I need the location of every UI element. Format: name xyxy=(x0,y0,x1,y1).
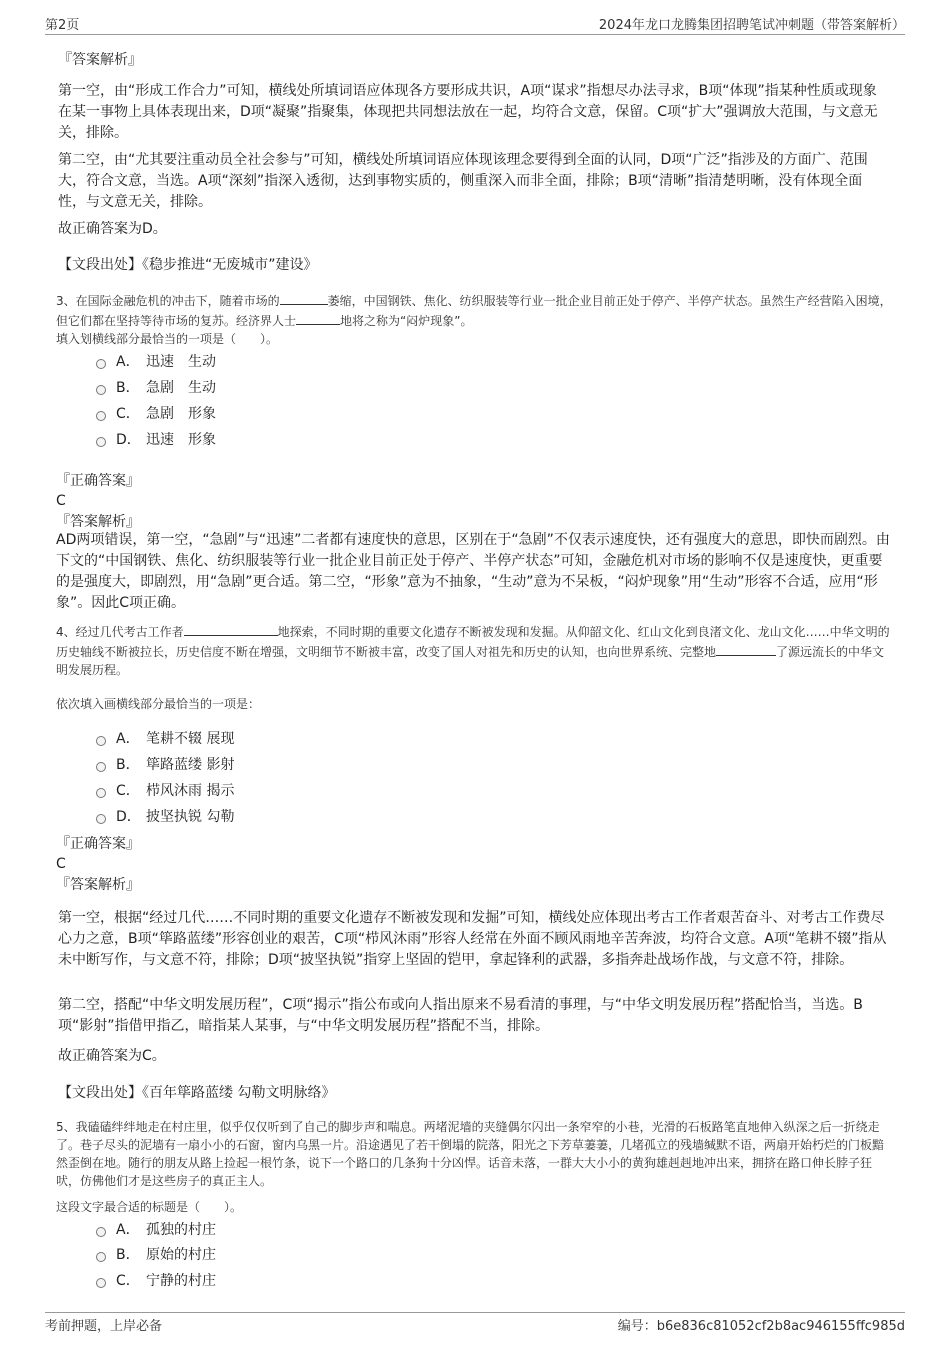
fill-blank xyxy=(184,621,278,636)
page-header xyxy=(45,14,905,35)
page-number: 第2页 xyxy=(45,18,80,33)
option-d[interactable]: D． 迅速 形象 xyxy=(96,430,216,450)
analysis-paragraph: 第一空，根据“经过几代……不同时期的重要文化遗存不断被发现和发掘”可知，横线处应体现出考古工作者艰苦奋斗、对考古工作费尽心力之意，B项“筚路蓝缕”形容创业的艰苦，C项“栉风沐雨”形容人经常在外面不顾风雨地辛苦奔波，均符合文意。A项“笔耕不辍”指从未中断写作，与文意不符，排除；D项“披坚执锐”指穿上坚固的铠甲，拿起锋利的武器，多指奔赴战场作战，与文意不符，排除。 xyxy=(58,910,887,968)
option-b[interactable]: B． 急剧 生动 xyxy=(96,378,216,398)
option-c[interactable]: C． 栉风沐雨 揭示 xyxy=(96,781,234,801)
question-prompt: 这段文字最合适的标题是（ ）。 xyxy=(56,1200,243,1214)
radio-button[interactable] xyxy=(96,1278,106,1288)
fill-blank xyxy=(280,290,328,305)
radio-button[interactable] xyxy=(96,359,106,369)
page-footer xyxy=(45,1312,905,1335)
conclusion: 故正确答案为C。 xyxy=(58,1048,166,1064)
fill-blank xyxy=(716,641,776,656)
source-citation: 【文段出处】《百年筚路蓝缕 勾勒文明脉络》 xyxy=(58,1085,336,1101)
source-citation: 【文段出处】《稳步推进“无废城市”建设》 xyxy=(58,257,318,273)
option-c[interactable]: C． 宁静的村庄 xyxy=(96,1271,216,1291)
radio-button[interactable] xyxy=(96,788,106,798)
analysis-label: 『答案解析』 xyxy=(56,877,140,893)
correct-answer-label: 『正确答案』 xyxy=(56,473,140,489)
question-prompt: 依次填入画横线部分最恰当的一项是： xyxy=(56,697,261,711)
analysis-paragraph: 第二空，由“尤其要注重动员全社会参与”可知，横线处所填词语应体现该理念要得到全面的认同，D项“广泛”指涉及的方面广、范围大，符合文意，当选。A项“深刻”指深入透彻，达到事物实质的，侧重深入而非全面，排除；B项“清晰”指清楚明晰，没有体现全面性，与文意无关，排除。 xyxy=(58,152,868,210)
analysis-paragraph: 第二空，搭配“中华文明发展历程”，C项“揭示”指公布或向人指出原来不易看清的事理，与“中华文明发展历程”搭配恰当，当选。B项“影射”指借甲指乙，暗指某人某事，与“中华文明发展历程”搭配不当，排除。 xyxy=(58,997,863,1034)
document-id: 编号：b6e836c81052cf2b8ac946155ffc985d xyxy=(617,1319,905,1334)
option-b[interactable]: B． 原始的村庄 xyxy=(96,1245,216,1265)
option-a[interactable]: A． 孤独的村庄 xyxy=(96,1220,216,1240)
question-stem: 4、经过几代考古工作者 地探索，不同时期的重要文化遗存不断被发现和发掘。从仰韶文化、红山文化到良渚文化、龙山文化……中华文明的历史轴线不断被拉长，历史信度不断在增强，文明细节不断被丰富，改变了国人对祖先和历史的认知，也向世界系统、完整地 了源远流长的中华文明发展历程。 xyxy=(56,621,892,679)
radio-button[interactable] xyxy=(96,437,106,447)
radio-button[interactable] xyxy=(96,1227,106,1237)
radio-button[interactable] xyxy=(96,762,106,772)
question-stem: 3、在国际金融危机的冲击下，随着市场的 萎缩，中国钢铁、焦化、纺织服装等行业一批企业目前正处于停产、半停产状态。虽然生产经营陷入困境，但它们都在坚持等待市场的复苏。经济界人士 地将之称为“闷炉现象”。 xyxy=(56,290,892,330)
analysis-paragraph: AD两项错误，第一空，“急剧”与“迅速”二者都有速度快的意思，区别在于“急剧”不仅表示速度快，还有强度大的意思，即快而剧烈。由下文的“中国钢铁、焦化、纺织服装等行业一批企业目前正处于停产、半停产状态”可知，金融危机对市场的影响不仅是速度快，更重要的是强度大，即剧烈，用“急剧”更合适。第二空，“形象”意为不抽象，“生动”意为不呆板，“闷炉现象”用“生动”形容不合适，应用“形象”。因此C项正确。 xyxy=(56,532,890,611)
fill-blank xyxy=(296,310,340,325)
radio-button[interactable] xyxy=(96,385,106,395)
option-d[interactable]: D． 披坚执锐 勾勒 xyxy=(96,807,234,827)
correct-answer: C xyxy=(56,856,66,872)
question-stem: 5、我磕磕绊绊地走在村庄里，似乎仅仅听到了自己的脚步声和喘息。两堵泥墙的夹缝偶尔闪出一条窄窄的小巷，光滑的石板路笔直地伸入纵深之后一折绕走了。巷子尽头的泥墙有一扇小小的石窗，窗内乌黑一片。沿途遇见了若干倒塌的院落，阳光之下芳草萋萋，几堵孤立的残墙缄默不语，两扇开始朽烂的门板黯然歪倒在地。随行的朋友从路上捡起一根竹条，说下一个路口的几条狗十分凶悍。话音未落，一群大大小小的黄狗雄赳赳地冲出来，拥挤在路口伸长脖子狂吠，仿佛他们才是这些房子的真正主人。 xyxy=(56,1120,885,1188)
option-a[interactable]: A． 迅速 生动 xyxy=(96,352,216,372)
footer-slogan: 考前押题，上岸必备 xyxy=(45,1319,163,1334)
correct-answer: C xyxy=(56,493,66,509)
analysis-label: 『答案解析』 xyxy=(58,52,142,68)
option-b[interactable]: B． 筚路蓝缕 影射 xyxy=(96,755,234,775)
option-a[interactable]: A． 笔耕不辍 展现 xyxy=(96,729,234,749)
option-c[interactable]: C． 急剧 形象 xyxy=(96,404,216,424)
radio-button[interactable] xyxy=(96,411,106,421)
conclusion: 故正确答案为D。 xyxy=(58,221,167,237)
radio-button[interactable] xyxy=(96,814,106,824)
radio-button[interactable] xyxy=(96,1252,106,1262)
radio-button[interactable] xyxy=(96,736,106,746)
analysis-label: 『答案解析』 xyxy=(56,514,140,530)
question-prompt: 填入划横线部分最恰当的一项是（ ）。 xyxy=(56,332,279,346)
correct-answer-label: 『正确答案』 xyxy=(56,836,140,852)
document-title: 2024年龙口龙腾集团招聘笔试冲刺题（带答案解析） xyxy=(598,18,905,33)
analysis-paragraph: 第一空，由“形成工作合力”可知，横线处所填词语应体现各方要形成共识，A项“谋求”指想尽办法寻求，B项“体现”指某种性质或现象在某一事物上具体表现出来，D项“凝聚”指聚集，体现把共同想法放在一起，均符合文意，保留。C项“扩大”强调放大范围，与文意无关，排除。 xyxy=(58,83,878,141)
